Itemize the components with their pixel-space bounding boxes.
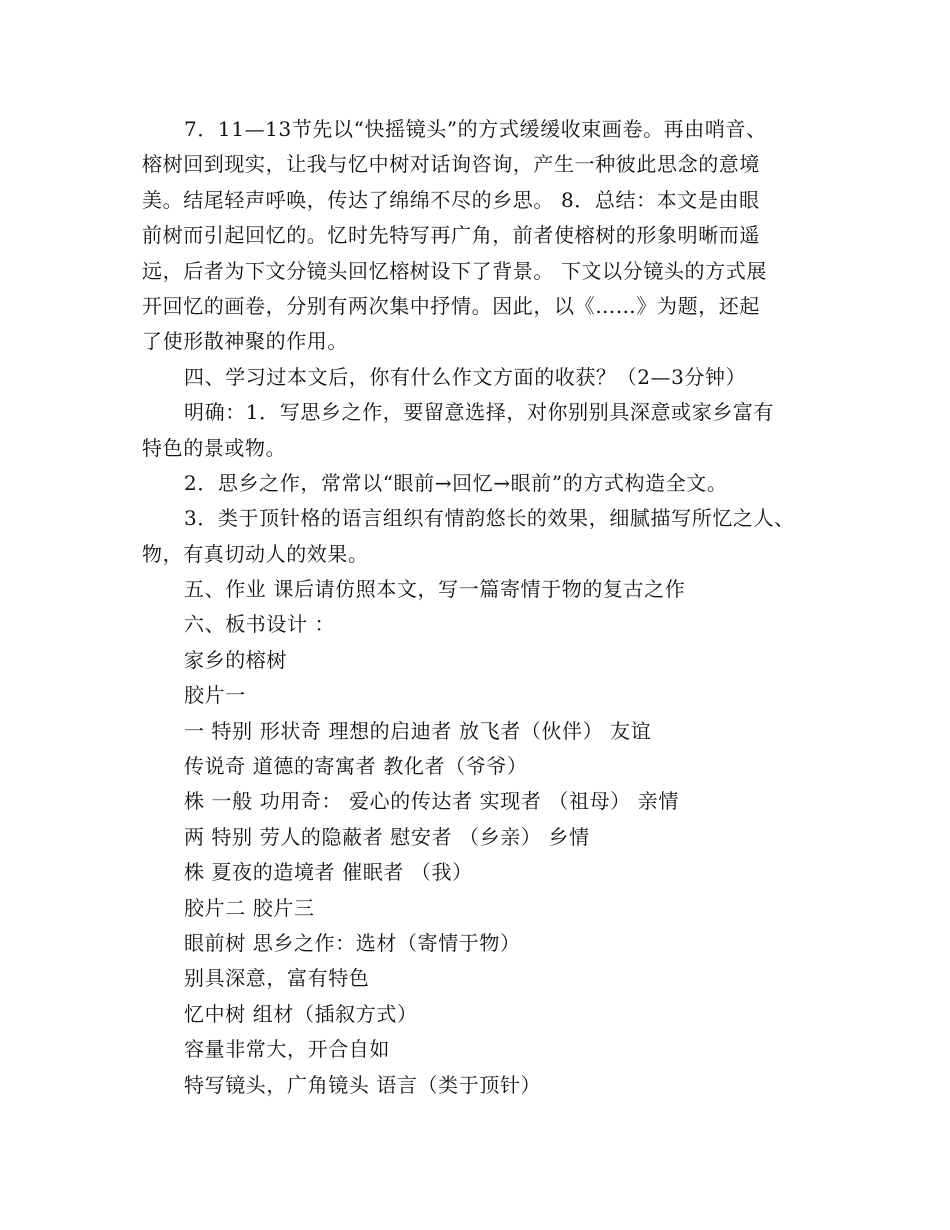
paragraph-line: 2．思乡之作，常常以“眼前→回忆→眼前”的方式构造全文。 [184, 470, 728, 495]
paragraph-line: 榕树回到现实，让我与忆中树对话询咨询，产生一种彼此思念的意境 [142, 152, 760, 177]
board-line: 别具深意，富有特色 [184, 966, 370, 991]
document-body [142, 112, 824, 1103]
board-line: 胶片二 胶片三 [184, 895, 315, 920]
board-line: 株 一般 功用奇： 爱心的传达者 实现者 （祖母） 亲情 [184, 789, 679, 814]
paragraph-line: 特色的景或物。 [142, 435, 287, 460]
paragraph-line: 开回忆的画卷，分别有两次集中抒情。因此，以《……》为题，还起 [142, 293, 760, 318]
paragraph-line: 7．11—13节先以“快摇镜头”的方式缓缓收束画卷。再由哨音、 [184, 117, 767, 141]
paragraph-line: 物，有真切动人的效果。 [142, 541, 369, 566]
section-heading: 四、学习过本文后，你有什么作文方面的收获？（2—3分钟） [184, 364, 747, 389]
section-heading: 六、板书设计 ： [184, 612, 336, 637]
board-line: 特写镜头，广角镜头 语言（类于顶针） [184, 1072, 542, 1097]
paragraph-line: 了使形散神聚的作用。 [142, 329, 348, 354]
board-line: 传说奇 道德的寄寓者 教化者（爷爷） [184, 754, 528, 779]
board-line: 胶片一 [184, 683, 246, 708]
paragraph-line: 远，后者为下文分镜头回忆榕树设下了背景。 下文以分镜头的方式展 [142, 258, 767, 283]
board-line: 株 夏夜的造境者 催眠者 （我） [184, 860, 473, 885]
paragraph-line: 美。结尾轻声呼唤，传达了绵绵不尽的乡思。 8．总结：本文是由眼 [142, 187, 760, 212]
board-line: 眼前树 思乡之作：选材（寄情于物） [184, 930, 521, 955]
board-line: 一 特别 形状奇 理想的启迪者 放飞者（伙伴） 友谊 [184, 718, 652, 743]
board-line: 容量非常大，开合自如 [184, 1037, 390, 1062]
paragraph-line: 3．类于顶针格的语言组织有情韵悠长的效果，细腻描写所忆之人、 [184, 506, 795, 531]
board-line: 家乡的榕树 [184, 647, 287, 672]
section-heading: 五、作业 课后请仿照本文，写一篇寄情于物的复古之作 [184, 577, 686, 602]
board-line: 两 特别 劳人的隐蔽者 慰安者 （乡亲） 乡情 [184, 824, 590, 849]
board-line: 忆中树 组材（插叙方式） [184, 1001, 418, 1026]
paragraph-line: 明确：1．写思乡之作，要留意选择，对你别别具深意或家乡富有 [184, 400, 775, 425]
paragraph-line: 前树而引起回忆的。忆时先特写再广角，前者使榕树的形象明晰而遥 [142, 223, 760, 248]
